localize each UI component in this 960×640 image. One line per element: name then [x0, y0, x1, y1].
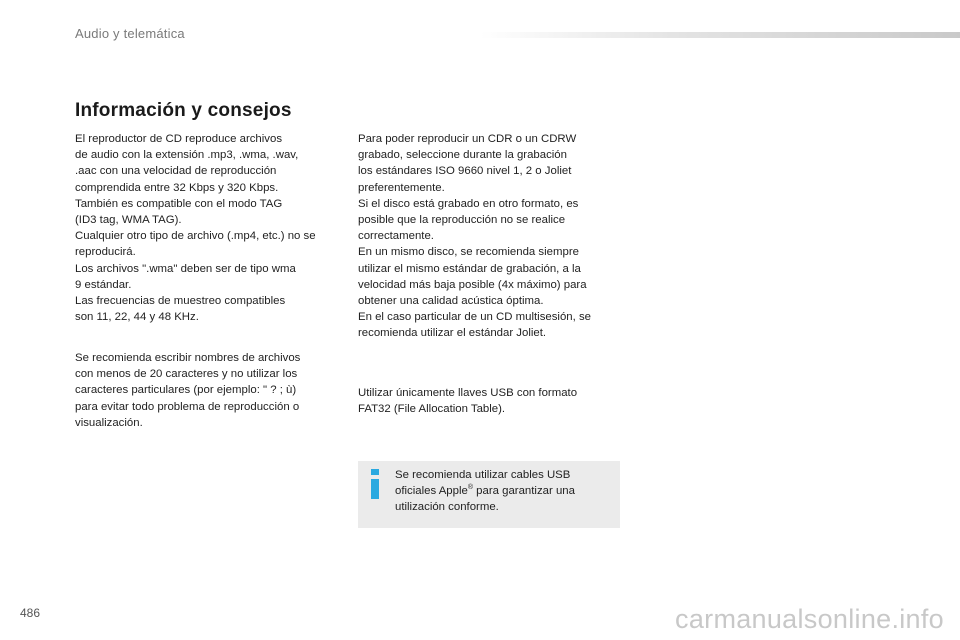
chapter-header: Audio y telemática — [75, 26, 185, 41]
info-text-start: Se recomienda utilizar cables USB oficiales Apple — [395, 469, 571, 498]
registered-mark: ® — [467, 484, 473, 492]
header-divider-bar — [480, 32, 960, 38]
cd-formats-paragraph: El reproductor de CD reproduce archivos de audio con la extensión .mp3, .wma, .wav, .aac con una velocidad de reproducción comprendida entre 32 Kbps y 320 Kbps. También es compatible con el modo TAG (ID3 tag, WMA TAG). Cualquier otro tipo de archivo (.mp4, etc.) no se reproducirá. Los archivos ".wma" deben ser de tipo wma 9 estándar. Las frecuencias de muestreo compatibles son 11, 22, 44 y 48 KHz. — [75, 133, 316, 324]
page-number: 486 — [20, 606, 41, 620]
cdr-recording-paragraph: Para poder reproducir un CDR o un CDRW grabado, seleccione durante la grabación los estándares ISO 9660 nivel 1, 2 o Joliet preferentemente. Si el disco está grabado en otro formato, es posible que la reproducción no se realice correctamente. En un mismo disco, se recomienda siempre utilizar el mismo estándar de grabación, a la velocidad más baja posible (4x máximo) para obtener una calidad acústica óptima. En el caso particular de un CD multisesión, se recomienda utilizar el estándar Joliet. — [358, 133, 591, 340]
info-icon — [370, 469, 380, 499]
watermark: carmanualsonline.info — [675, 604, 944, 634]
info-text-end: para garantizar una utilización conforme. — [395, 485, 575, 514]
info-note-text — [395, 467, 610, 516]
usb-format-paragraph: Utilizar únicamente llaves USB con formato FAT32 (File Allocation Table). — [358, 387, 578, 416]
section-title: Información y consejos — [75, 100, 292, 121]
file-names-paragraph: Se recomienda escribir nombres de archivos con menos de 20 caracteres y no utilizar los caracteres particulares (por ejemplo: " ? ; ù) para evitar todo problema de reproducción o visualización. — [75, 352, 301, 429]
info-note-box — [358, 461, 620, 528]
